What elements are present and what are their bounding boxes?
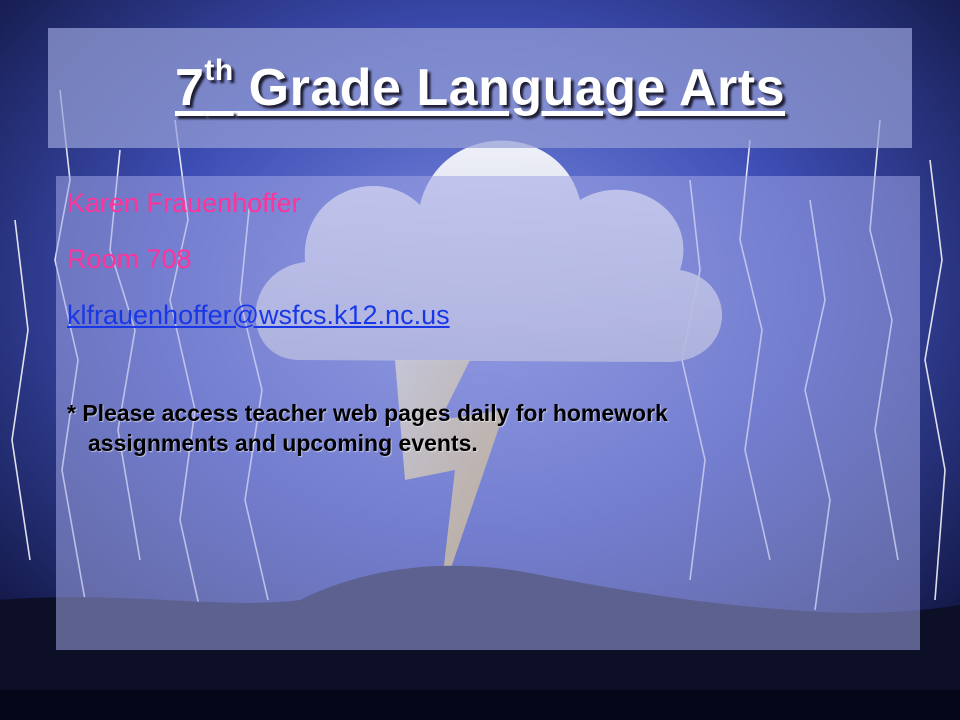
title-superscript: th (204, 54, 234, 87)
title-text: Grade Language Arts (233, 59, 786, 117)
content-box (56, 176, 920, 650)
room-number: Room 708 (67, 244, 192, 274)
title-number: 7 (174, 59, 205, 117)
slide-title (174, 54, 786, 118)
email-link[interactable]: klfrauenhoffer@wsfcs.k12.nc.us (67, 300, 450, 330)
note-line-1: * Please access teacher web pages daily for homework (67, 400, 668, 426)
homework-note (67, 398, 887, 458)
title-box (48, 28, 912, 148)
note-line-2: assignments and upcoming events. (88, 430, 478, 456)
teacher-name: Karen Frauenhoffer (67, 188, 301, 218)
